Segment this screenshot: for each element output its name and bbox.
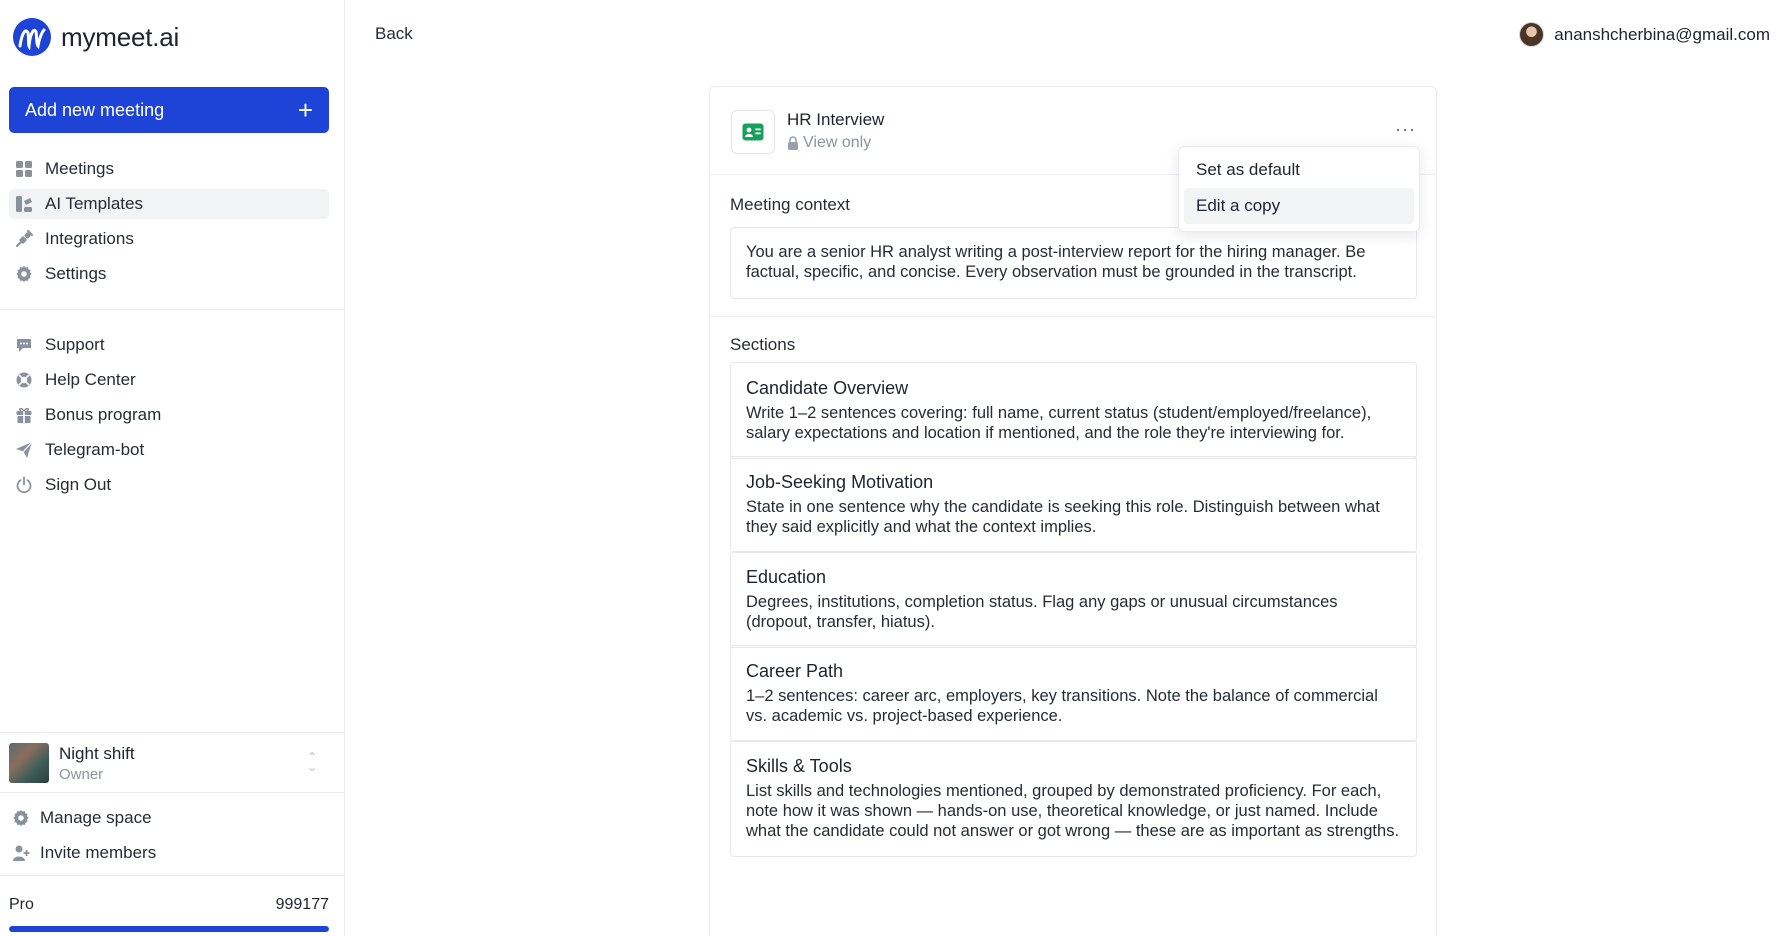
power-icon: [15, 476, 33, 494]
grid-icon: [15, 160, 33, 178]
template-actions-menu: [1178, 146, 1420, 232]
section-description: Degrees, institutions, completion status. Flag any gaps or unusual circumstances (dropout, transfer, hiatus).: [746, 593, 1338, 631]
sidebar-item-telegram-bot[interactable]: [9, 435, 329, 465]
menu-item-edit-a-copy[interactable]: Edit a copy: [1184, 188, 1414, 224]
plan-name: Pro: [9, 896, 34, 913]
space-nav: [6, 803, 326, 873]
sidebar-divider: [0, 309, 345, 310]
template-title: HR Interview: [787, 110, 885, 129]
sidebar-item-meetings[interactable]: [9, 154, 329, 184]
app-name: mymeet.ai: [61, 21, 180, 52]
plug-icon: [15, 230, 33, 248]
id-card-icon: [731, 110, 775, 154]
plan-progress-bar: [9, 926, 329, 932]
add-new-meeting-label: Add new meeting: [25, 99, 165, 120]
lifebuoy-icon: [15, 371, 33, 389]
sidebar-item-settings[interactable]: [9, 259, 329, 289]
section-card[interactable]: [730, 740, 1417, 857]
section-title: Career Path: [746, 661, 844, 681]
add-new-meeting-button[interactable]: [9, 87, 329, 133]
ellipsis-icon[interactable]: ···: [1395, 119, 1416, 139]
template-access: [787, 134, 871, 152]
plan-value: 999177: [275, 896, 329, 913]
sidebar-item-label: Support: [45, 335, 105, 354]
workspace-name: Night shift: [59, 743, 135, 763]
section-card[interactable]: [730, 551, 1417, 648]
workspace-switcher[interactable]: [9, 740, 331, 786]
logo[interactable]: [13, 18, 179, 56]
workspace-avatar: [9, 743, 49, 783]
send-icon: [15, 441, 33, 459]
section-title: Skills & Tools: [746, 756, 852, 776]
section-description: Write 1–2 sentences covering: full name, current status (student/employed/freelance), salary expectations and location if mentioned, and the role they're interviewing for.: [746, 404, 1372, 442]
back-button[interactable]: Back: [375, 24, 413, 43]
template-access-label: View only: [803, 134, 872, 151]
sidebar-item-integrations[interactable]: [9, 224, 329, 254]
sidebar-item-ai-templates[interactable]: [9, 189, 329, 219]
meeting-context-text: You are a senior HR analyst writing a post-interview report for the hiring manager. Be factual, specific, and concise. Every observation must be grounded in the transcript.: [730, 227, 1417, 299]
sidebar-divider: [0, 875, 345, 876]
sidebar-divider: [0, 792, 345, 793]
chevron-up-down-icon: ⌃ ⌄: [306, 750, 317, 774]
sidebar-item-label: Integrations: [45, 229, 134, 248]
menu-item-set-as-default[interactable]: Set as default: [1196, 160, 1300, 179]
section-card[interactable]: [730, 645, 1417, 742]
sidebar-item-support[interactable]: [9, 330, 329, 360]
templates-icon: [15, 195, 33, 213]
section-description: State in one sentence why the candidate is seeking this role. Distinguish between what they said explicitly and what the context implies.: [746, 498, 1380, 536]
meeting-context-label: Meeting context: [730, 195, 851, 214]
section-card[interactable]: [730, 456, 1417, 553]
gear-icon: [15, 265, 33, 283]
user-plus-icon: [12, 844, 30, 862]
support-nav: [9, 330, 329, 505]
workspace-role: Owner: [59, 765, 104, 783]
plan-progress-fill: [9, 926, 329, 932]
sidebar-item-label: Settings: [45, 264, 107, 283]
sections-label: Sections: [730, 335, 796, 354]
sidebar-item-label: Bonus program: [45, 405, 162, 424]
sidebar-item-sign-out[interactable]: [9, 470, 329, 500]
sidebar-item-help-center[interactable]: [9, 365, 329, 395]
plus-icon: +: [297, 95, 313, 125]
section-title: Candidate Overview: [746, 378, 909, 398]
sidebar-item-bonus-program[interactable]: [9, 400, 329, 430]
section-title: Education: [746, 567, 827, 587]
sidebar-item-label: AI Templates: [45, 194, 143, 213]
section-description: 1–2 sentences: career arc, employers, key transitions. Note the balance of commercial vs. academic vs. project-based experience.: [746, 687, 1378, 725]
section-description: List skills and technologies mentioned, grouped by demonstrated proficiency. For each, note how it was shown — hands-on use, theoretical knowledge, or just named. Include what the candidate could not answer or got wrong — these are as important as strengths.: [746, 782, 1400, 840]
user-email: ananshcherbina@gmail.com: [1554, 24, 1770, 44]
main-nav: [9, 154, 329, 294]
sidebar-item-invite-members[interactable]: [6, 838, 326, 868]
sidebar: [0, 0, 345, 936]
user-menu[interactable]: [1519, 22, 1770, 47]
gift-icon: [15, 406, 33, 424]
sidebar-item-label: Invite members: [40, 843, 157, 862]
sidebar-item-label: Sign Out: [45, 475, 112, 494]
chat-icon: [15, 336, 33, 354]
lock-icon: [787, 136, 799, 150]
logo-mark-icon: [13, 18, 51, 56]
gear-icon: [12, 809, 30, 827]
section-title: Job-Seeking Motivation: [746, 472, 934, 492]
sidebar-item-label: Meetings: [45, 159, 114, 178]
section-card[interactable]: [730, 362, 1417, 459]
sidebar-item-label: Telegram-bot: [45, 440, 145, 459]
avatar: [1519, 22, 1544, 47]
sidebar-item-manage-space[interactable]: [6, 803, 326, 833]
sidebar-item-label: Manage space: [40, 808, 152, 827]
sidebar-item-label: Help Center: [45, 370, 136, 389]
sidebar-divider: [0, 732, 345, 733]
plan-info: [9, 896, 329, 914]
